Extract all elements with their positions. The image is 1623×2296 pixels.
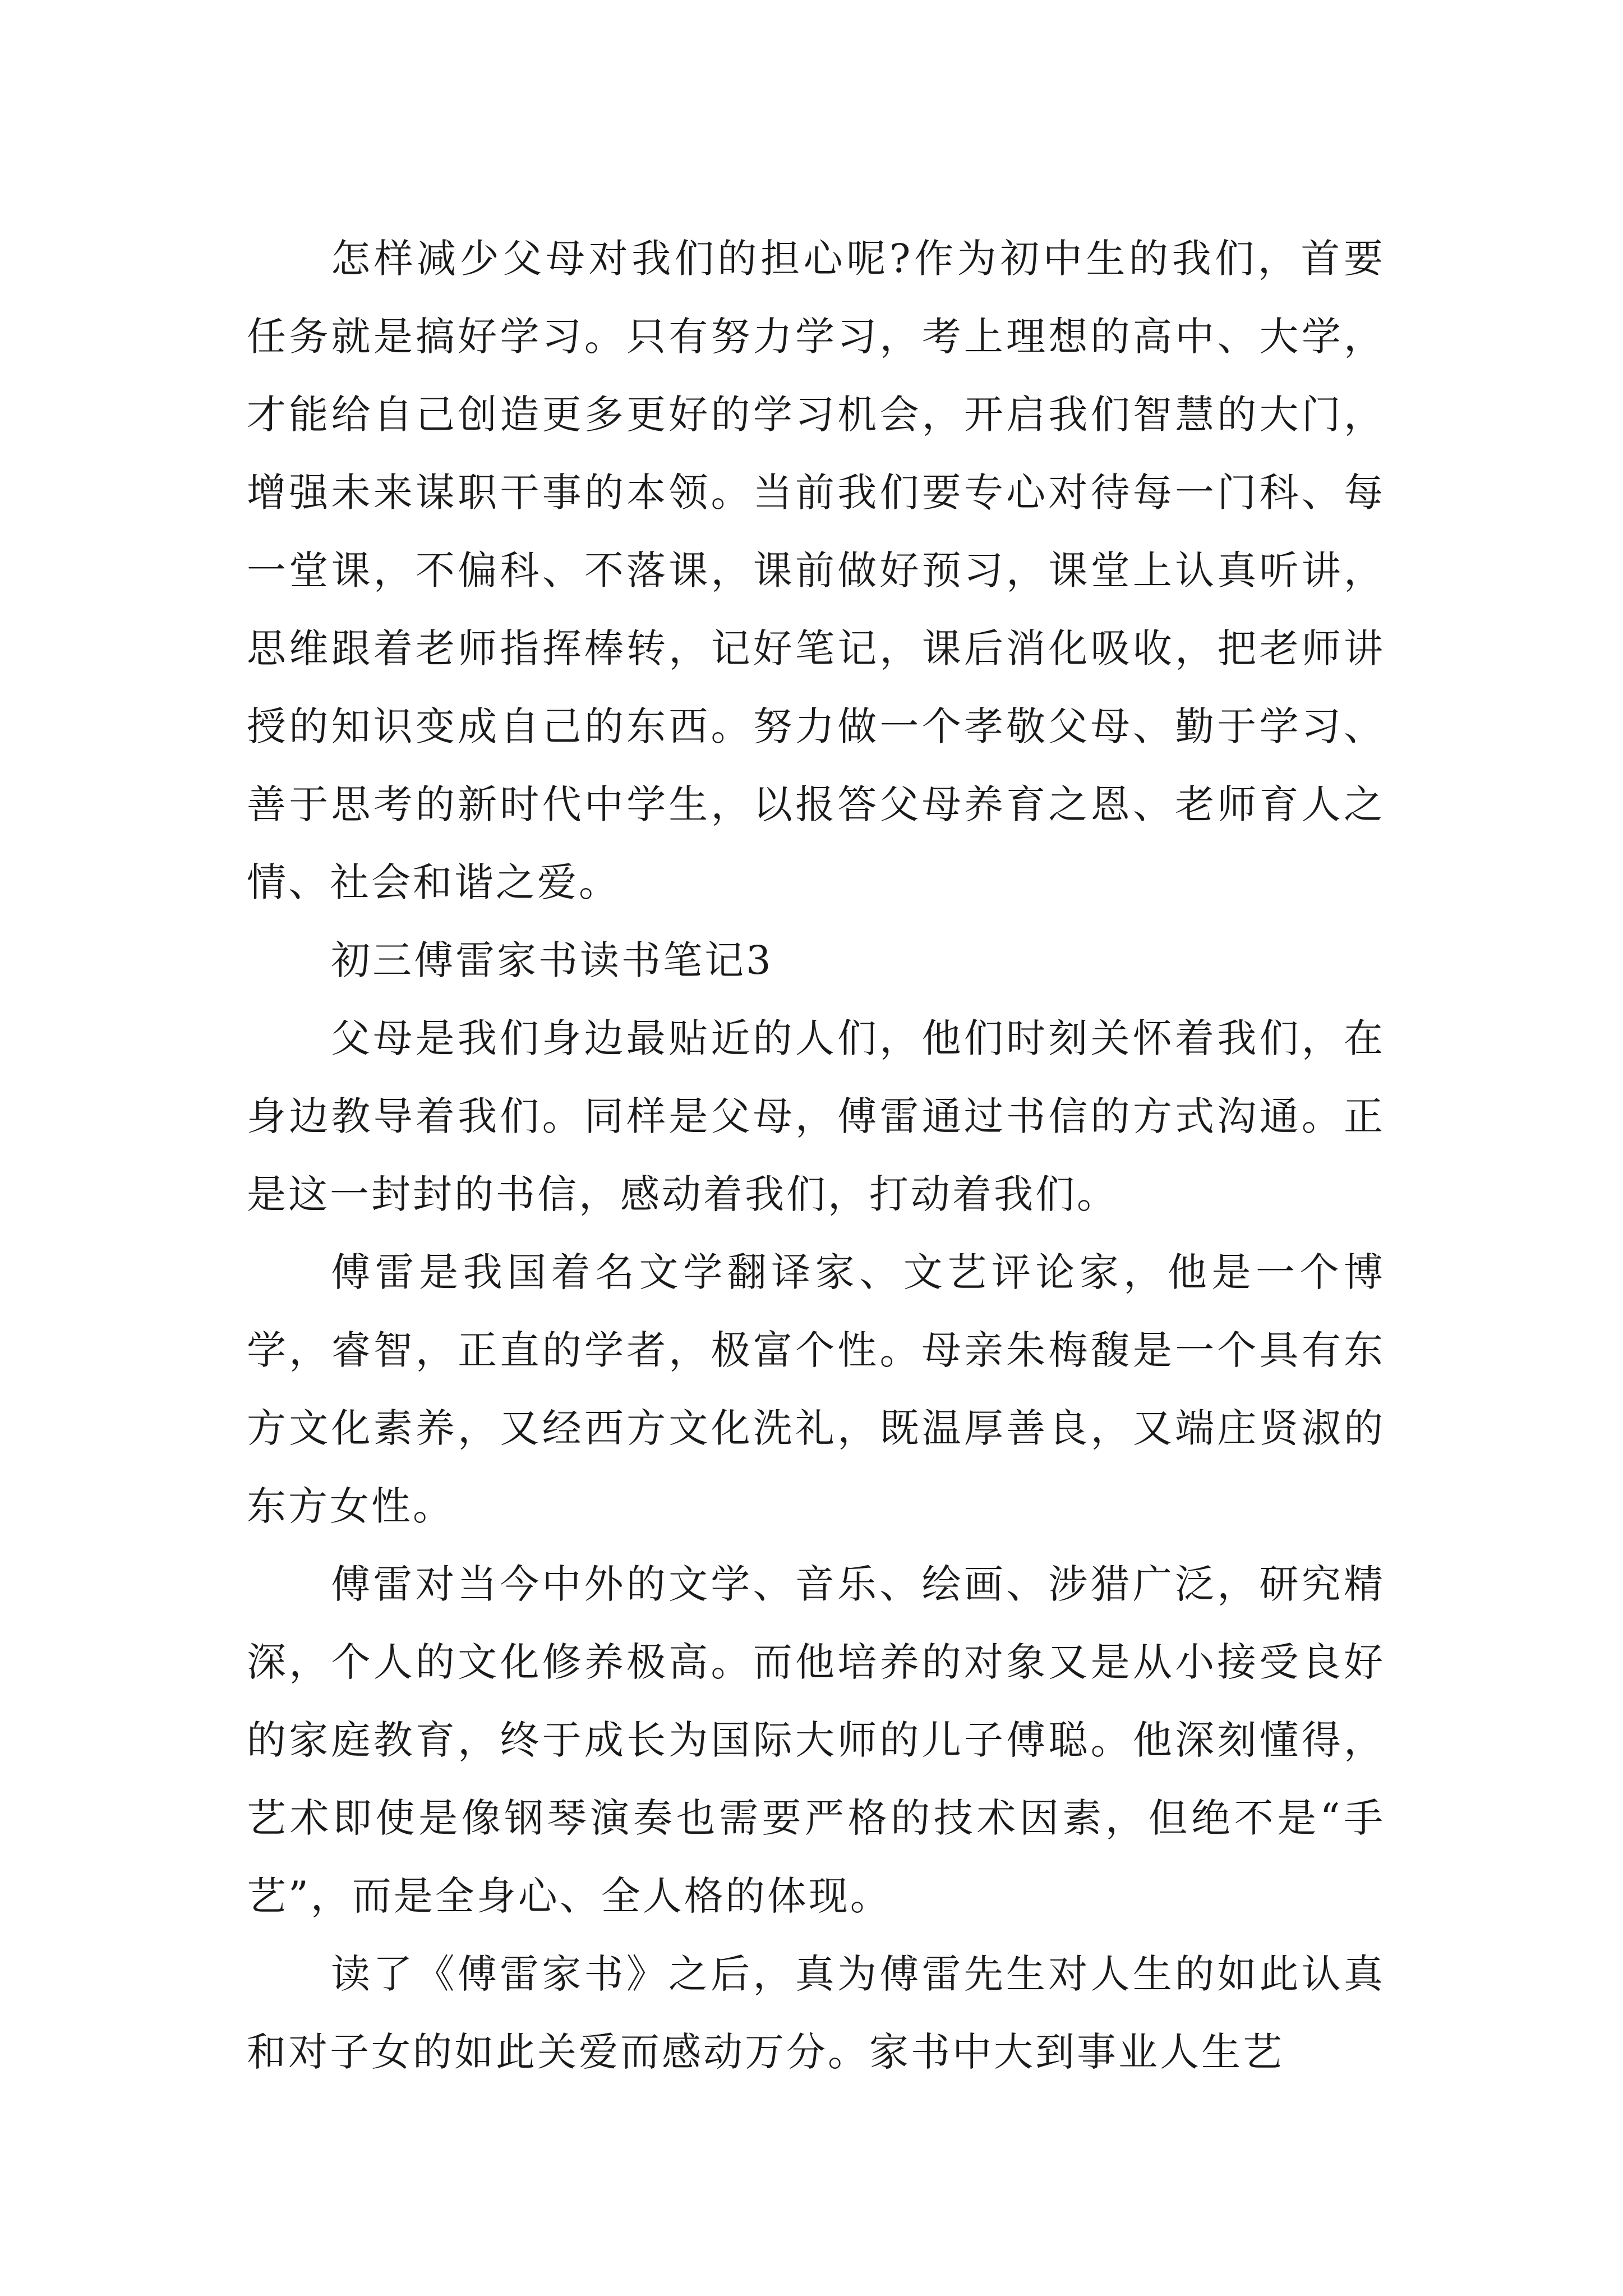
paragraph-4: 傅雷对当今中外的文学、音乐、绘画、涉猎广泛，研究精深，个人的文化修养极高。而他培养的对象又是从小接受良好的家庭教育，终于成长为国际大师的儿子傅聪。他深刻懂得，艺术即使是像钢琴演奏也需要严格的技术因素，但绝不是“手艺”，而是全身心、全人格的体现。 xyxy=(247,1561,1385,1919)
paragraph-2: 父母是我们身边最贴近的人们，他们时刻关怀着我们，在身边教导着我们。同样是父母，傅雷通过书信的方式沟通。正是这一封封的书信，感动着我们，打动着我们。 xyxy=(247,1015,1385,1217)
section-heading: 初三傅雷家书读书笔记3 xyxy=(331,937,773,983)
document-body xyxy=(247,220,1385,2091)
paragraph-3: 傅雷是我国着名文学翻译家、文艺评论家，他是一个博学，睿智，正直的学者，极富个性。母亲朱梅馥是一个具有东方文化素养，又经西方文化洗礼，既温厚善良，又端庄贤淑的东方女性。 xyxy=(247,1249,1385,1529)
paragraph-1: 怎样减少父母对我们的担心呢?作为初中生的我们，首要任务就是搞好学习。只有努力学习，考上理想的高中、大学，才能给自己创造更多更好的学习机会，开启我们智慧的大门，增强未来谋职干事的本领。当前我们要专心对待每一门科、每一堂课，不偏科、不落课，课前做好预习，课堂上认真听讲，思维跟着老师指挥棒转，记好笔记，课后消化吸收，把老师讲授的知识变成自己的东西。努力做一个孝敬父母、勤于学习、善于思考的新时代中学生，以报答父母养育之恩、老师育人之情、社会和谐之爱。 xyxy=(247,236,1385,905)
paragraph-5: 读了《傅雷家书》之后，真为傅雷先生对人生的如此认真和对子女的如此关爱而感动万分。家书中大到事业人生艺 xyxy=(247,1951,1385,2075)
